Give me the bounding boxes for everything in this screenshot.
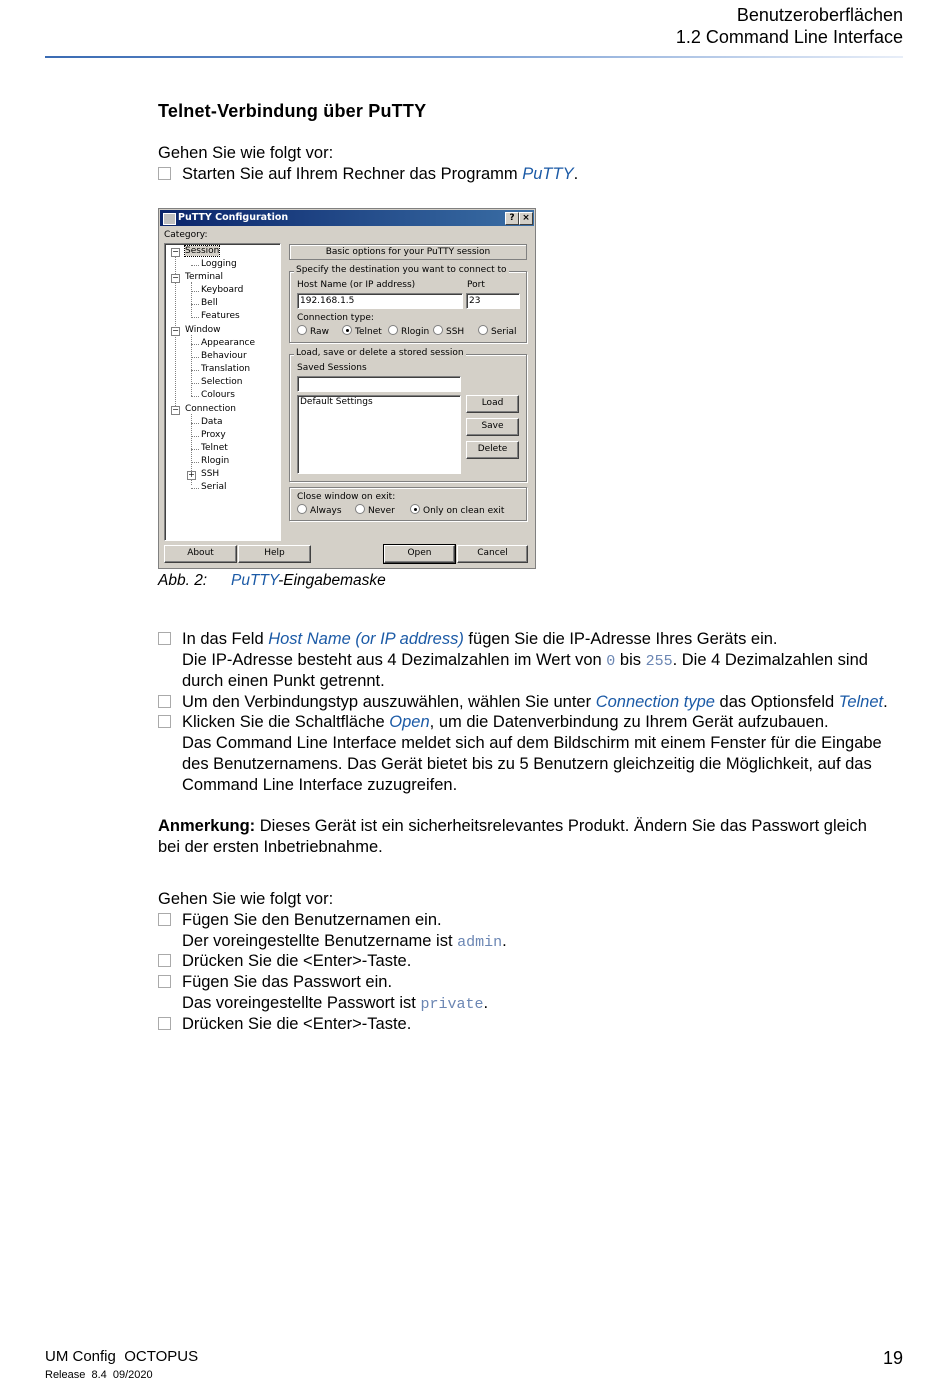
session-list-item[interactable]: Default Settings [300,397,373,407]
step-text: Klicken Sie die Schaltfläche [182,713,390,731]
destination-group-label: Specify the destination you want to connect to [296,265,507,275]
caption-putty-term: PuTTY [231,572,279,589]
login-step-password [158,972,393,993]
radio-never[interactable] [355,504,395,516]
tree-item-translation[interactable]: Translation [201,364,251,374]
step-ip-explanation-2: durch einen Punkt getrennt. [182,672,385,690]
tree-item-behaviour[interactable]: Behaviour [201,351,247,361]
default-password [182,993,488,1016]
host-name-term: Host Name (or IP address) [268,630,464,648]
code-zero: 0 [606,653,616,670]
tree-item-data[interactable]: Data [201,417,223,427]
radio-rlogin[interactable] [388,325,429,337]
open-term: Open [389,713,430,731]
radio-ssh[interactable] [433,325,464,337]
step-text: Starten Sie auf Ihrem Rechner das Programm [182,165,523,183]
password-text-end: . [483,994,489,1012]
password-text: Das voreingestellte Passwort ist [182,994,421,1012]
sessions-group-label: Load, save or delete a stored session [296,348,464,358]
radio-raw[interactable] [297,325,329,337]
help-button[interactable]: Help [238,545,311,563]
tree-item-selection[interactable]: Selection [201,377,243,387]
caption-rest: -Eingabemaske [278,572,386,589]
step-ip-explanation [182,650,868,673]
ip-text-end: . Die 4 Dezimalzahlen sind [672,651,868,669]
step-host-name [158,629,778,650]
login-step-enter-2 [158,1014,412,1035]
radio-ssh-label: SSH [446,327,465,337]
radio-clean-exit-label: Only on clean exit [423,506,505,516]
step-text-end: . [883,693,888,711]
tree-item-telnet[interactable]: Telnet [201,443,228,453]
bullet-box [158,715,171,728]
telnet-term: Telnet [838,693,884,711]
username-text: Der voreingestellte Benutzername ist [182,932,458,950]
tree-item-rlogin[interactable]: Rlogin [201,456,230,466]
username-text-end: . [502,932,507,950]
radio-circle-selected [410,504,420,514]
login-step-enter-1 [158,951,412,972]
radio-rlogin-label: Rlogin [401,327,430,337]
figure-caption [231,571,386,592]
delete-button[interactable]: Delete [466,441,519,459]
host-name-label: Host Name (or IP address) [297,280,416,290]
step-text: Um den Verbindungstyp auszuwählen, wählen Sie unter [182,693,596,711]
step-text: Fügen Sie den Benutzernamen ein. [182,911,442,929]
step-text: In das Feld [182,630,269,648]
code-admin: admin [457,934,503,951]
radio-circle [433,325,443,335]
tree-item-logging[interactable]: Logging [201,259,237,269]
radio-circle [297,325,307,335]
putty-config-window [158,208,536,569]
step-click-open [158,712,829,733]
radio-clean-exit[interactable] [410,504,504,516]
radio-telnet[interactable] [342,325,382,337]
note-line-2: bei der ersten Inbetriebnahme. [158,838,383,856]
radio-circle [478,325,488,335]
bullet-box [158,695,171,708]
radio-always[interactable] [297,504,342,516]
radio-always-label: Always [310,506,342,516]
radio-circle [355,504,365,514]
tree-item-connection[interactable]: Connection [185,404,236,414]
radio-serial[interactable] [478,325,516,337]
window-title: PuTTY Configuration [178,212,289,223]
tree-item-appearance[interactable]: Appearance [201,338,256,348]
code-private: private [420,996,484,1013]
bullet-box [158,167,171,180]
step-text-end: . [573,165,579,183]
step-connection-type [158,692,888,713]
radio-never-label: Never [368,506,395,516]
tree-item-colours[interactable]: Colours [201,390,235,400]
footer-product: UM Config OCTOPUS [45,1348,199,1365]
category-label: Category: [164,230,208,240]
bullet-box [158,632,171,645]
radio-circle-selected [342,325,352,335]
step-text-mid: das Optionsfeld [714,693,839,711]
radio-serial-label: Serial [491,327,517,337]
tree-item-proxy[interactable]: Proxy [201,430,226,440]
about-button[interactable]: About [164,545,237,563]
radio-raw-label: Raw [310,327,329,337]
load-button[interactable]: Load [466,395,519,413]
port-input[interactable]: 23 [466,293,520,309]
intro-line: Gehen Sie wie folgt vor: [158,144,334,162]
connection-type-label: Connection type: [297,313,374,323]
collapse-session-icon[interactable]: − [172,247,179,256]
step-start-putty [158,164,579,185]
step-open-desc-3: Command Line Interface zuzugreifen. [182,776,458,794]
open-button[interactable]: Open [384,545,455,563]
note-text: Dieses Gerät ist ein sicherheitsrelevantes Produkt. Ändern Sie das Passwort gleich [255,817,867,835]
page-number: 19 [882,1348,903,1368]
radio-circle [297,504,307,514]
bullet-box [158,954,171,967]
port-label: Port [467,280,485,290]
ip-text: Die IP-Adresse besteht aus 4 Dezimalzahlen im Wert von [182,651,607,669]
step-text-end: fügen Sie die IP-Adresse Ihres Geräts ein. [463,630,778,648]
save-button[interactable]: Save [466,418,519,436]
close-title-button[interactable]: × [519,212,533,225]
tree-item-features[interactable]: Features [201,311,240,321]
note-label: Anmerkung: [158,817,256,835]
sessions-list[interactable] [297,395,461,474]
login-intro: Gehen Sie wie folgt vor: [158,890,334,908]
header-chapter: Benutzeroberflächen [736,5,903,25]
category-tree[interactable] [164,243,281,541]
tree-item-ssh[interactable]: SSH [201,469,220,479]
section-heading: Telnet-Verbindung über PuTTY [158,101,427,121]
expand-ssh-icon[interactable]: + [188,470,195,479]
figure-number: Abb. 2: [158,572,208,589]
header-rule [45,56,903,58]
saved-sessions-label: Saved Sessions [297,363,367,373]
header-section: 1.2 Command Line Interface [675,27,903,47]
putty-term: PuTTY [522,165,574,183]
note-paragraph [158,816,867,837]
bullet-box [158,1017,171,1030]
tree-item-terminal[interactable]: Terminal [185,272,224,282]
footer-release: Release 8.4 09/2020 [45,1369,153,1381]
tree-item-bell[interactable]: Bell [201,298,218,308]
code-255: 255 [645,653,673,670]
tree-item-session[interactable]: Session [185,246,220,256]
collapse-terminal-icon[interactable]: − [172,273,179,282]
step-open-desc-1: Das Command Line Interface meldet sich auf dem Bildschirm mit einem Fenster für die Eingabe [182,734,882,752]
basic-options-banner: Basic options for your PuTTY session [289,244,527,260]
cancel-button[interactable]: Cancel [457,545,528,563]
bullet-box [158,913,171,926]
step-text: Drücken Sie die <Enter>-Taste. [182,952,412,970]
step-text: Fügen Sie das Passwort ein. [182,973,393,991]
radio-telnet-label: Telnet [355,327,382,337]
login-step-username [158,910,442,931]
title-bar[interactable] [160,210,534,226]
ip-text-mid: bis [615,651,646,669]
tree-item-window[interactable]: Window [185,325,221,335]
collapse-connection-icon[interactable]: − [172,405,179,414]
help-title-button[interactable]: ? [505,212,519,225]
tree-item-keyboard[interactable]: Keyboard [201,285,244,295]
close-window-label: Close window on exit: [297,492,396,502]
step-text: Drücken Sie die <Enter>-Taste. [182,1015,412,1033]
collapse-window-icon[interactable]: − [172,326,179,335]
bullet-box [158,975,171,988]
connection-type-term: Connection type [595,693,715,711]
step-open-desc-2: des Benutzernamens. Das Gerät bietet bis zu 5 Benutzern gleichzeitig die Möglichkeit, auf das [182,755,872,773]
radio-circle [388,325,398,335]
putty-app-icon [163,213,176,225]
host-name-input[interactable]: 192.168.1.5 [297,293,463,309]
tree-item-serial[interactable]: Serial [201,482,227,492]
saved-sessions-input[interactable] [297,376,461,392]
step-text-end: , um die Datenverbindung zu Ihrem Gerät aufzubauen. [429,713,829,731]
